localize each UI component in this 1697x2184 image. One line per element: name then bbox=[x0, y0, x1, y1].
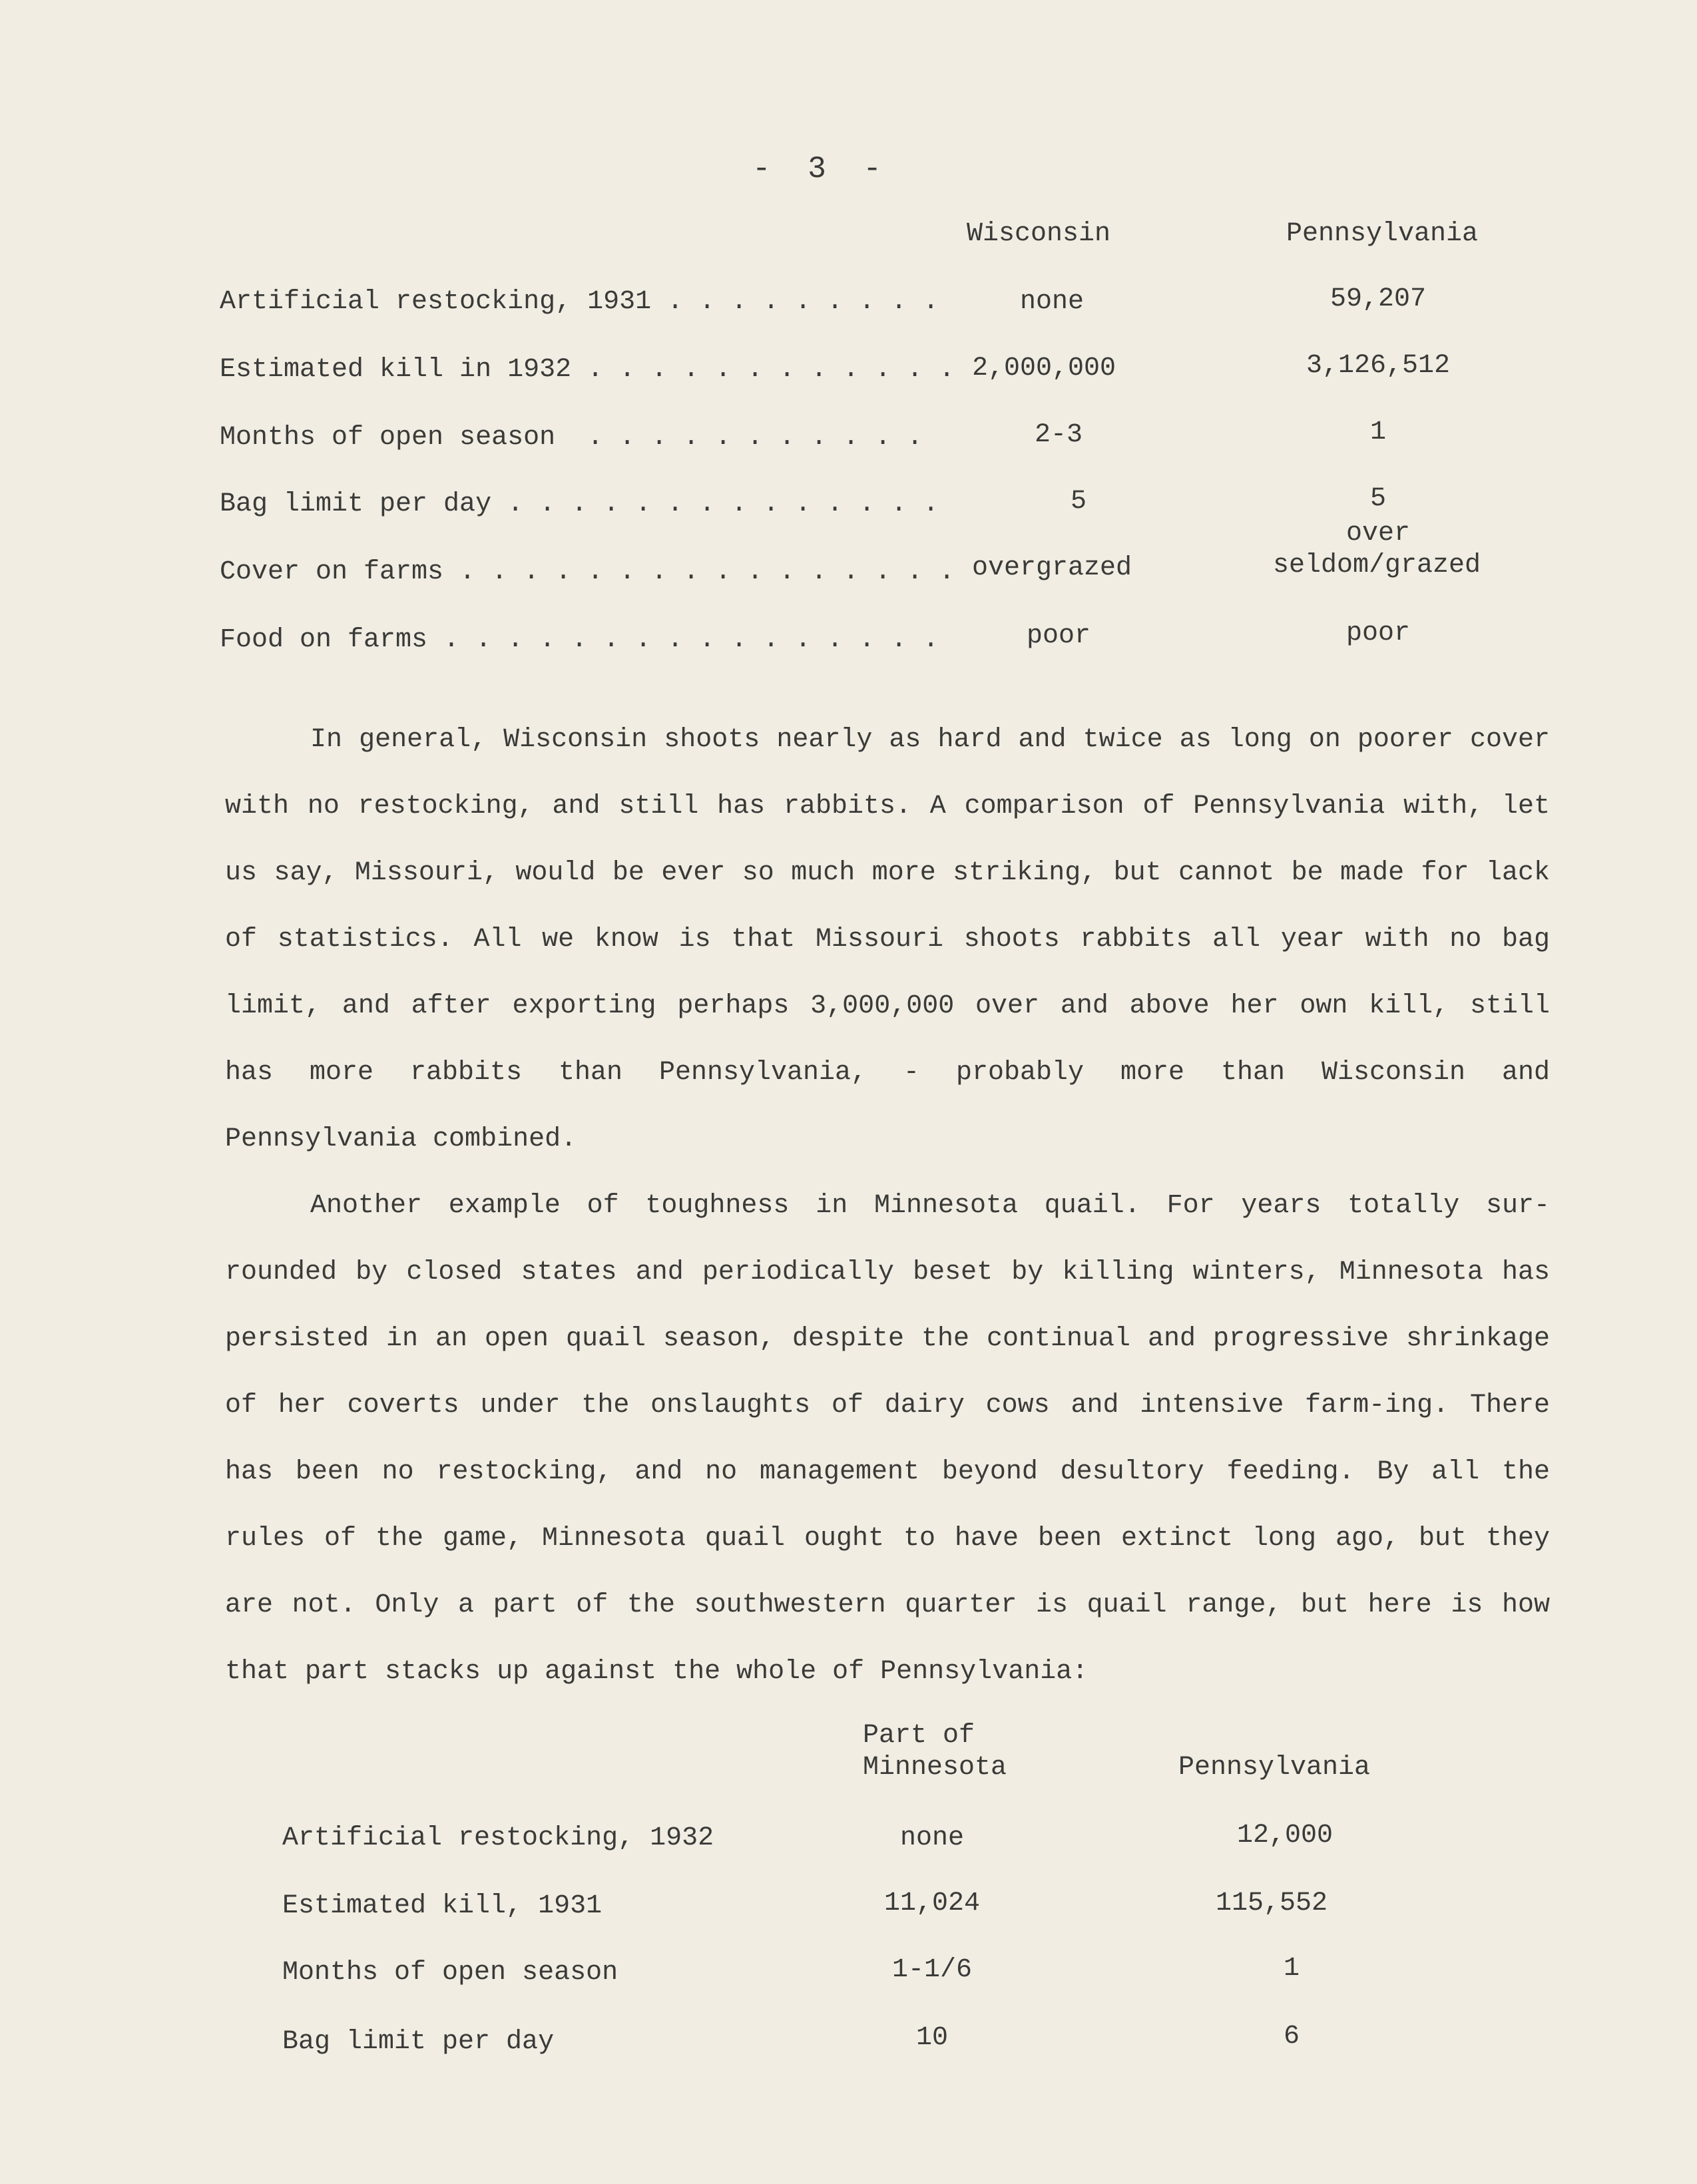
row-label: Cover on farms . . . . . . . . . . . . . . . . bbox=[220, 557, 955, 587]
row-label: Food on farms . . . . . . . . . . . . . . . . bbox=[220, 625, 939, 655]
row-minnesota-value: 1-1/6 bbox=[891, 1955, 973, 1985]
paragraph: Another example of toughness in Minnesota quail. For years totally sur-rounded by closed states and periodically beset by killing winters, Minnesota has persisted in an open quail season, despite the continual and progressive shrinkage of her coverts under the onslaughts of dairy cows and intensive farm-ing. There has been no restocking, and no management beyond desultory feeding. By all the rules of the game, Minnesota quail ought to have been extinct long ago, but they are not. Only a part of the southwestern quarter is quail range, but here is how that part stacks up against the whole of Pennsylvania: bbox=[225, 1191, 1550, 1687]
row-label: Estimated kill in 1932 . . . . . . . . . . . . bbox=[220, 355, 955, 385]
table2-header-minnesota-line2: Minnesota bbox=[863, 1753, 1007, 1783]
row-pennsylvania-value: 1 bbox=[1369, 417, 1386, 447]
row-wisconsin-value: poor bbox=[1026, 621, 1091, 651]
row-wisconsin-value: 2,000,000 bbox=[972, 353, 1116, 383]
row-label: Artificial restocking, 1932 bbox=[282, 1823, 714, 1853]
paragraph: In general, Wisconsin shoots nearly as hard and twice as long on poorer cover with no restocking, and still has rabbits. A comparison of Pennsylvania with, let us say, Missouri, would be ever so much more striking, but cannot be made for lack of statistics. All we know is that Missouri shoots rabbits all year with no bag limit, and after exporting perhaps 3,000,000 over and above her own kill, still has more rabbits than Pennsylvania, - probably more than Wisconsin and Pennsylvania combined. bbox=[225, 725, 1550, 1154]
row-pennsylvania-value: 1 bbox=[1283, 1954, 1300, 1984]
table1-header-wisconsin: Wisconsin bbox=[967, 219, 1111, 249]
row-wisconsin-value: overgrazed bbox=[972, 553, 1132, 583]
row-pennsylvania-value: 3,126,512 bbox=[1306, 351, 1451, 381]
page-number: - 3 - bbox=[752, 152, 891, 186]
row-label: Months of open season . . . . . . . . . . . bbox=[220, 423, 923, 453]
row-wisconsin-value: none bbox=[1019, 287, 1084, 317]
row-label: Bag limit per day . . . . . . . . . . . . . . bbox=[220, 489, 939, 519]
row-label: Bag limit per day bbox=[282, 2027, 555, 2057]
row-label: Artificial restocking, 1931 . . . . . . . . . bbox=[220, 287, 939, 317]
table1-header-pennsylvania: Pennsylvania bbox=[1286, 219, 1479, 249]
table2-header-minnesota-line1: Part of bbox=[863, 1721, 975, 1751]
row-label: Estimated kill, 1931 bbox=[282, 1891, 603, 1921]
row-minnesota-value: 10 bbox=[915, 2023, 948, 2053]
row-pennsylvania-value: 6 bbox=[1283, 2022, 1300, 2052]
row-pennsylvania-value: 12,000 bbox=[1236, 1821, 1333, 1851]
row-pennsylvania-value: 115,552 bbox=[1215, 1888, 1328, 1918]
row-minnesota-value: none bbox=[899, 1823, 964, 1853]
row-wisconsin-value: 5 bbox=[1070, 487, 1087, 517]
row-pennsylvania-value-line1: over bbox=[1345, 519, 1410, 548]
row-pennsylvania-value: 59,207 bbox=[1330, 284, 1427, 314]
body-text bbox=[225, 707, 1550, 1705]
row-pennsylvania-value-line2: seldom/grazed bbox=[1273, 550, 1481, 580]
row-pennsylvania-value: poor bbox=[1345, 618, 1410, 648]
row-pennsylvania-value: 5 bbox=[1369, 484, 1386, 514]
row-wisconsin-value: 2-3 bbox=[1034, 420, 1083, 450]
row-label: Months of open season bbox=[282, 1958, 618, 1988]
row-minnesota-value: 11,024 bbox=[883, 1888, 981, 1918]
table2-header-pennsylvania: Pennsylvania bbox=[1178, 1753, 1371, 1783]
